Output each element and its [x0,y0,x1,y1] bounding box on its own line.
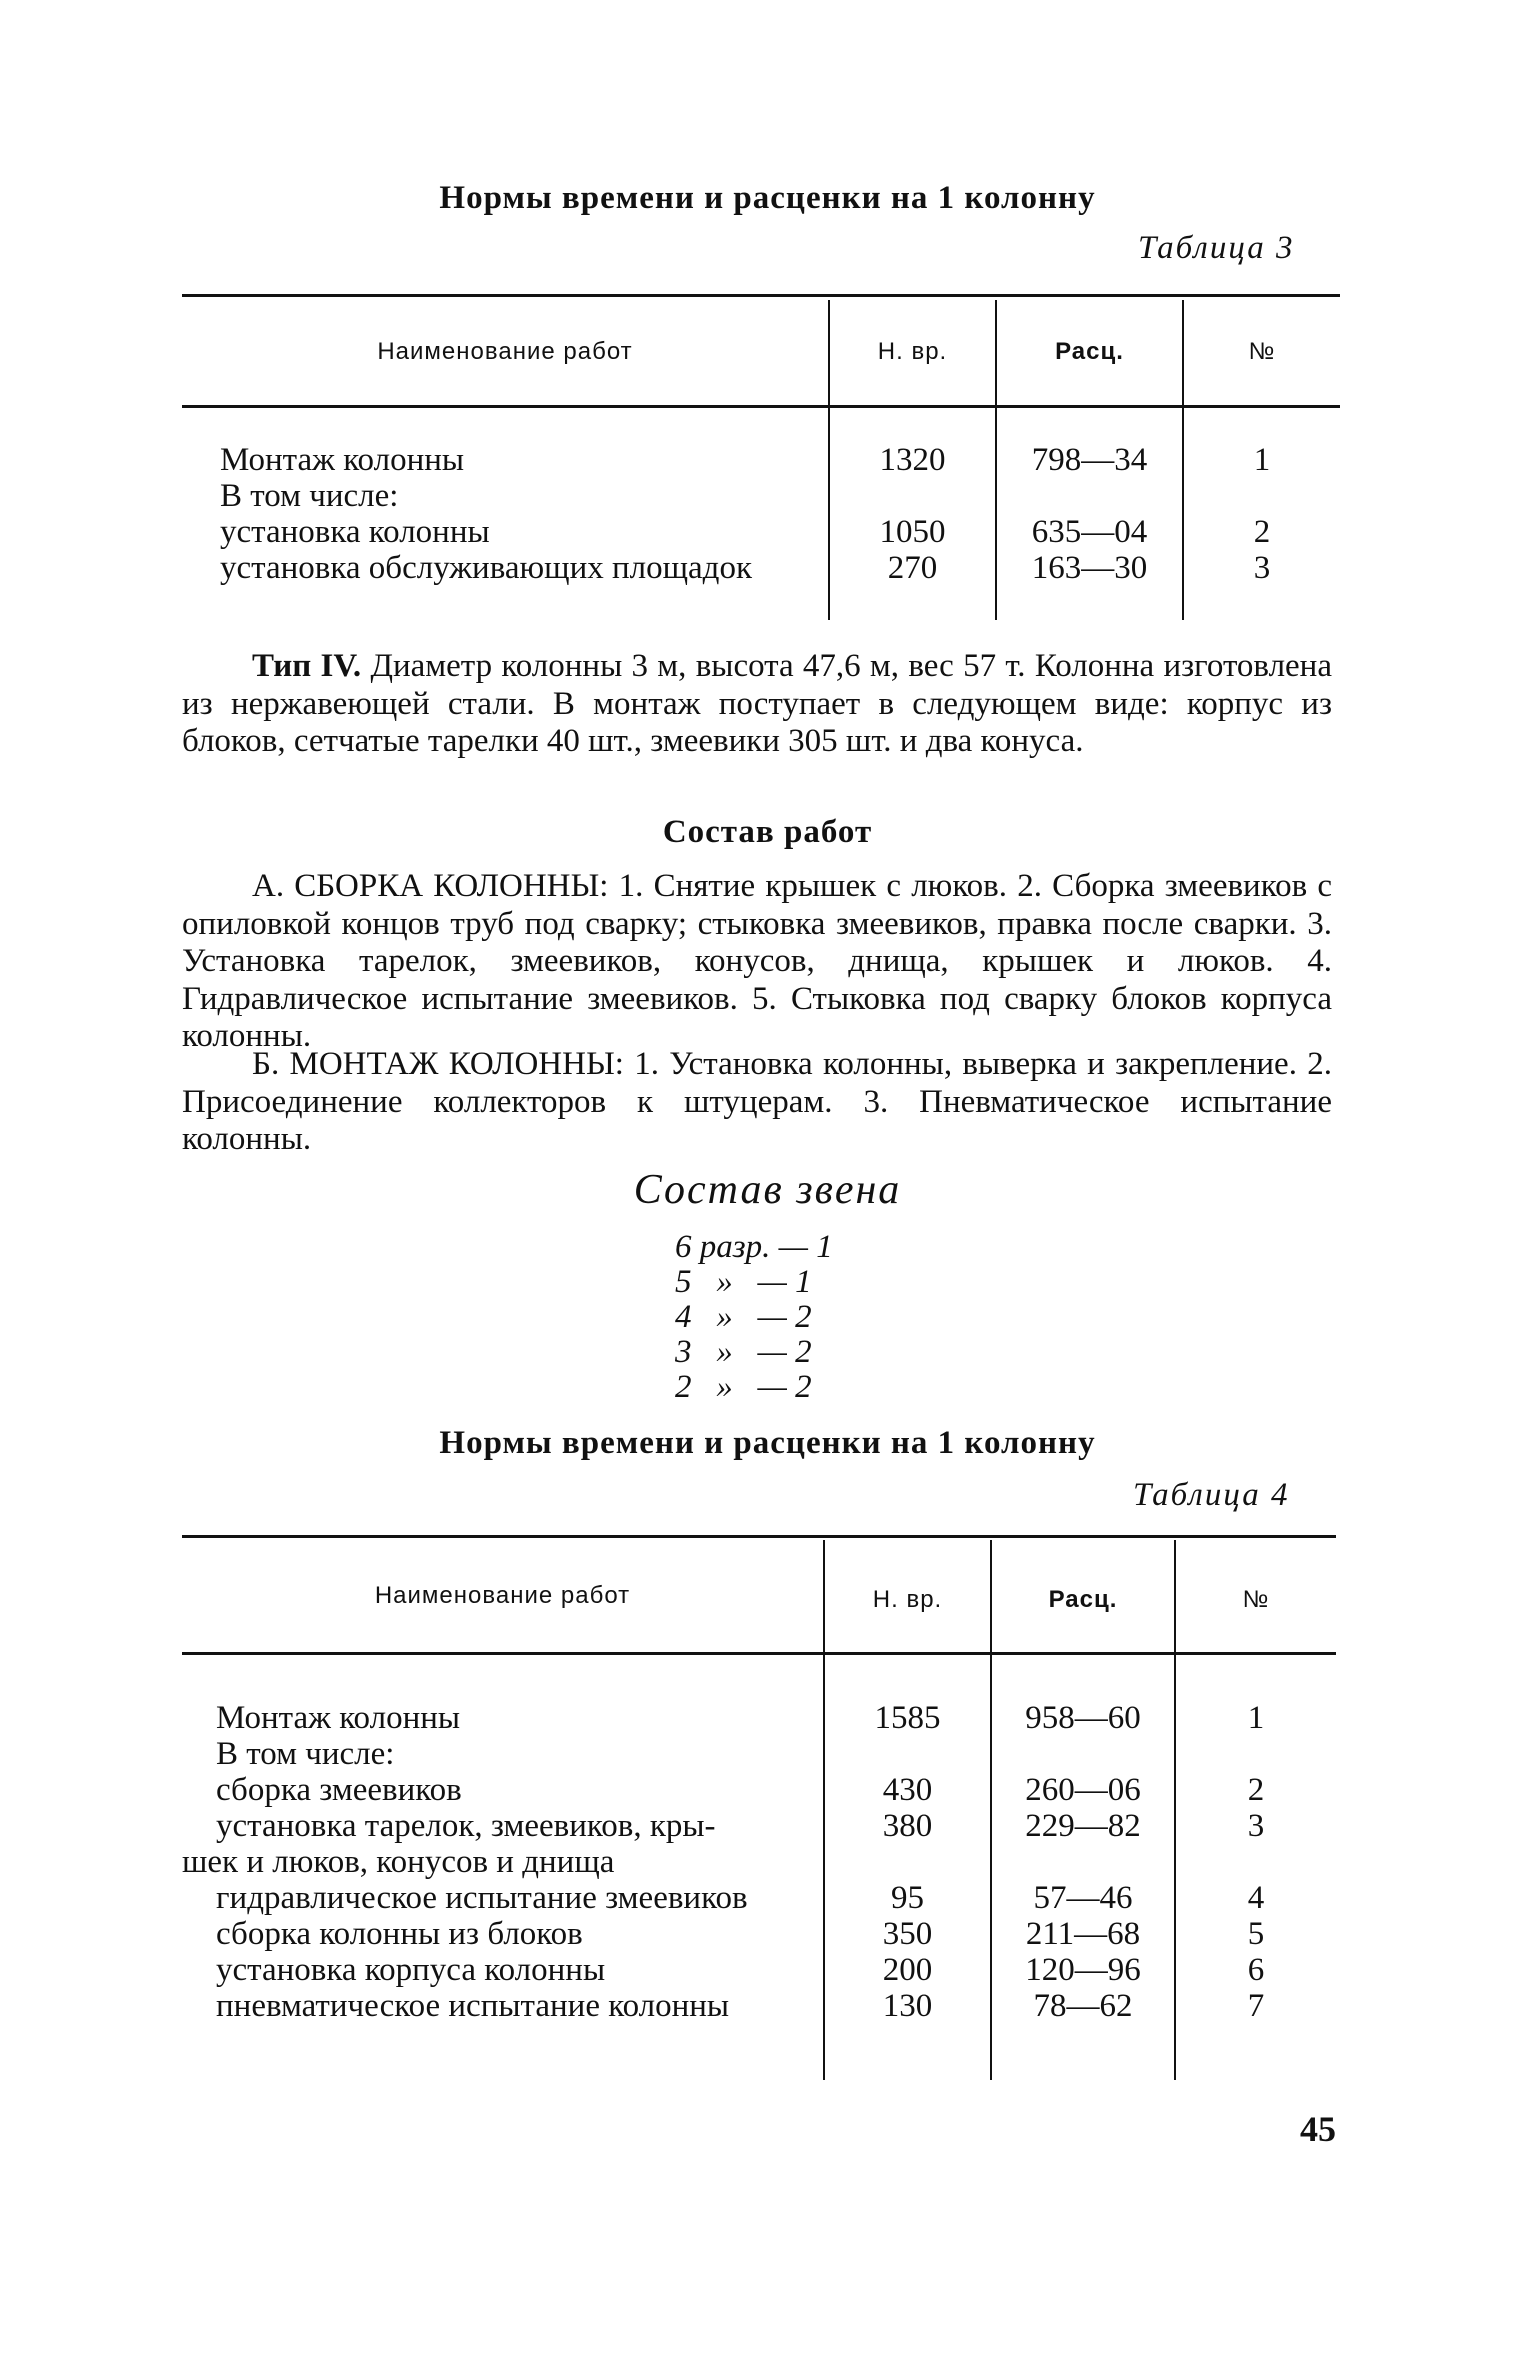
table3-cell-num: 1 [1253,442,1271,478]
table4-cell-num: 3 [1247,1808,1265,1844]
crew-row: 4 » — 2 [675,1299,812,1335]
table4-top-rule [182,1535,1336,1538]
table3-header-rule [182,405,1340,408]
table4-cell-time: 200 [882,1952,933,1988]
type4-text: Диаметр колонны 3 м, высота 47,6 м, вес 57 т. Колонна изготовлена из нержавеющей стали. В монтаж поступает в следующем виде: корпус из блоков, сетчатые тарелки 40 шт., змеевики 305 шт. и два конуса. [182,648,1332,759]
table4-cell-name: В том числе: [216,1736,395,1772]
table4-cell-time: 350 [882,1916,933,1952]
crew-row: 3 » — 2 [675,1334,812,1370]
table3-header-name: Наименование работ [377,338,633,365]
table3-cell-rate: 798—34 [1031,442,1148,478]
page-number: 45 [1300,2109,1336,2149]
table4-cell-time: 95 [891,1880,924,1916]
table4-cell-num: 4 [1247,1880,1265,1916]
table4-cell-name: установка тарелок, змеевиков, кры- [216,1808,716,1844]
table3-label: Таблица 3 [1138,230,1295,266]
table4-label: Таблица 4 [1133,1477,1290,1513]
crew-row: 6 разр. — 1 [675,1229,833,1265]
table3-header-time: Н. вр. [877,338,948,365]
table4-cell-name: пневматическое испытание колонны [216,1988,730,2024]
table4-cell-name: сборка змеевиков [216,1772,462,1808]
table4-cell-rate: 120—96 [1025,1952,1141,1988]
table3-cell-time: 1320 [879,442,946,478]
table3-cell-rate: 163—30 [1031,550,1148,586]
table3-header-rate: Расц. [1055,338,1124,365]
table4-cell-rate: 57—46 [1033,1880,1133,1916]
works-paragraph-a [182,868,1332,1056]
table4-cell-time: 430 [882,1772,933,1808]
table3-header-num: № [1248,338,1276,365]
type4-lead: Тип IV. [252,648,362,684]
table4-cell-time: 1585 [874,1700,941,1736]
table4-header-rule [182,1652,1336,1655]
table4-cell-time: 130 [882,1988,933,2024]
table4-cell-time: 380 [882,1808,933,1844]
table3-cell-time: 270 [887,550,938,586]
table4-cell-num: 7 [1247,1988,1265,2024]
table4-cell-name: сборка колонны из блоков [216,1916,583,1952]
table4-cell-name: установка корпуса колонны [216,1952,606,1988]
table4-cell-rate: 211—68 [1025,1916,1141,1952]
works-text-b: Б. МОНТАЖ КОЛОННЫ: 1. Установка колонны, выверка и закрепление. 2. Присоединение коллекторов к штуцерам. 3. Пневматическое испытание колонны. [182,1046,1332,1157]
table4-cell-rate: 260—06 [1025,1772,1141,1808]
table4-cell-rate: 229—82 [1025,1808,1141,1844]
table4-header-rate: Расц. [1048,1586,1118,1613]
table3-cell-name: установка обслуживающих площадок [220,550,752,586]
crew-row: 2 » — 2 [675,1369,812,1405]
table4-cell-rate: 78—62 [1033,1988,1133,2024]
table4-header-name: Наименование работ [374,1582,631,1609]
table4-cell-name: шек и люков, конусов и днища [182,1844,615,1880]
crew-row: 5 » — 1 [675,1264,812,1300]
table3-cell-num: 3 [1253,550,1271,586]
table4-cell-num: 5 [1247,1916,1265,1952]
table4-cell-num: 6 [1247,1952,1265,1988]
table4-cell-name: гидравлическое испытание змеевиков [216,1880,748,1916]
table3-cell-name: установка колонны [220,514,490,550]
table3-cell-time: 1050 [879,514,946,550]
table4-cell-num: 2 [1247,1772,1265,1808]
table3-cell-num: 2 [1253,514,1271,550]
table4-cell-num: 1 [1247,1700,1265,1736]
works-paragraph-b [182,1046,1332,1159]
table4-cell-name: Монтаж колонны [216,1700,461,1736]
works-text-a: А. СБОРКА КОЛОННЫ: 1. Снятие крышек с люков. 2. Сборка змеевиков с опиловкой концов труб под сварку; стыковка змеевиков, правка после сварки. 3. Установка тарелок, змеевиков, конусов, днища, крышек и люков. 4. Гидравлическое испытание змеевиков. 5. Стыковка под сварку блоков корпуса колонны. [182,868,1332,1054]
table3-heading: Нормы времени и расценки на 1 колонну [439,180,1096,216]
table3-top-rule [182,294,1340,297]
table4-header-time: Н. вр. [872,1586,943,1613]
type4-paragraph [182,648,1332,761]
table4-cell-rate: 958—60 [1025,1700,1141,1736]
table4-heading: Нормы времени и расценки на 1 колонну [439,1425,1096,1461]
works-heading: Состав работ [662,814,873,850]
table3-cell-name: Монтаж колонны [220,442,465,478]
crew-heading: Состав звена [633,1167,902,1213]
table3-cell-rate: 635—04 [1031,514,1148,550]
table4-header-num: № [1242,1586,1270,1613]
table3-cell-name: В том числе: [220,478,399,514]
